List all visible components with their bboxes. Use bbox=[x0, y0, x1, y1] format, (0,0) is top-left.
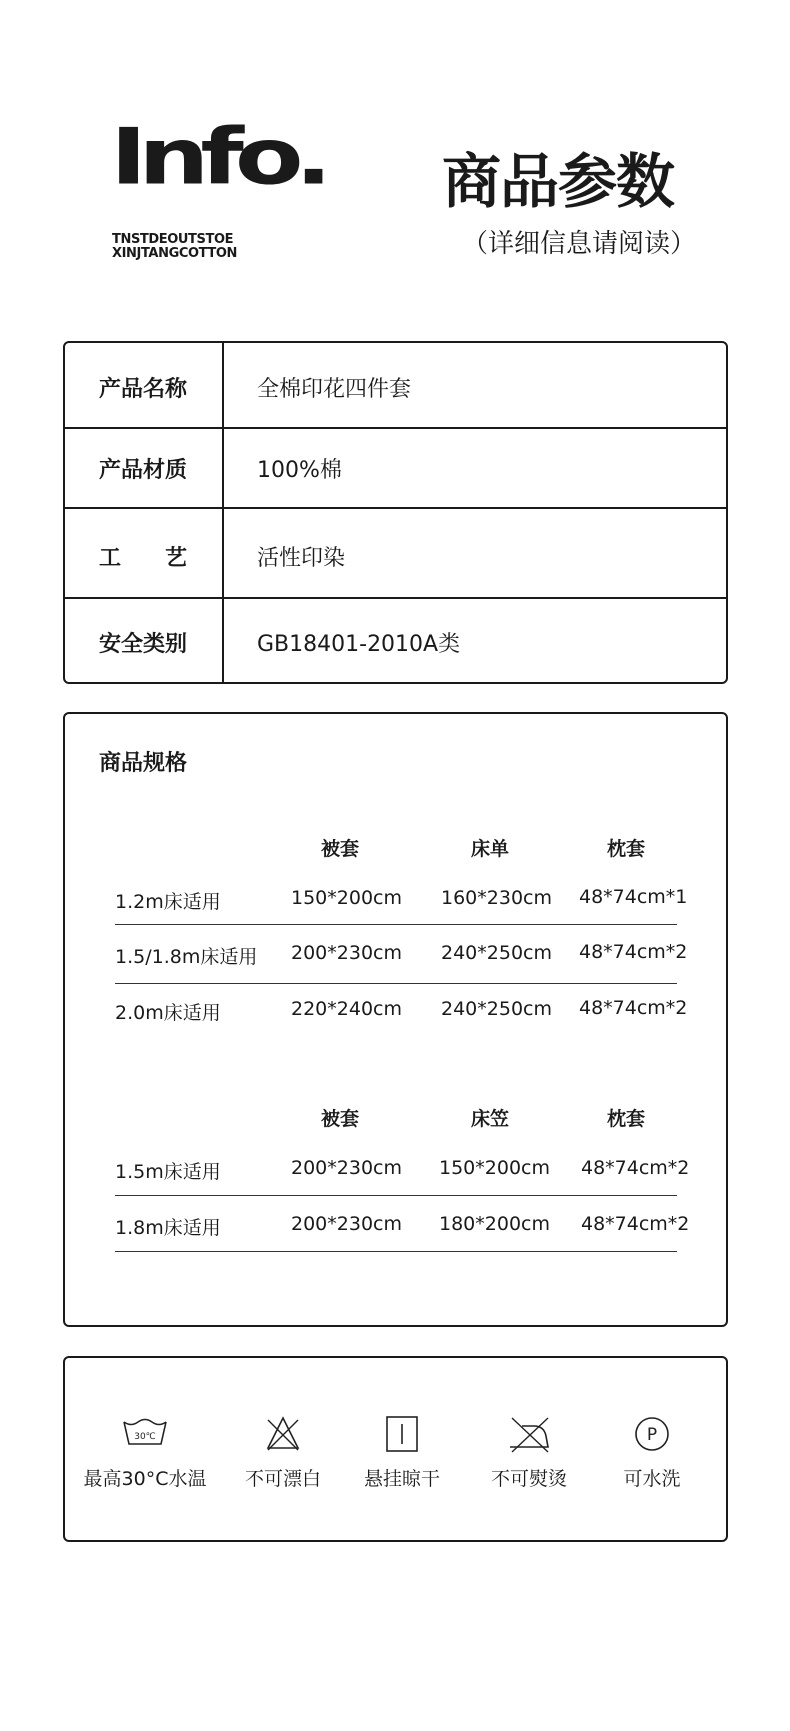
column-header: 床单 bbox=[471, 838, 510, 860]
care-label: 悬挂晾干 bbox=[363, 1468, 440, 1490]
circle-p-text: P bbox=[646, 1425, 658, 1445]
row-divider bbox=[115, 924, 677, 925]
duvet-cell: 150*200cm bbox=[291, 887, 402, 909]
pillowcase-cell: 48*74cm*2 bbox=[581, 1213, 690, 1235]
pillowcase-cell: 48*74cm*2 bbox=[579, 997, 688, 1019]
duvet-cell: 220*240cm bbox=[291, 998, 402, 1020]
wash-temp-text: 30℃ bbox=[134, 1432, 156, 1442]
care-item bbox=[337, 1414, 467, 1491]
care-label: 不可漂白 bbox=[244, 1468, 321, 1490]
param-value: GB18401-2010A类 bbox=[257, 632, 461, 657]
care-instructions bbox=[63, 1356, 728, 1542]
pillowcase-cell: 48*74cm*2 bbox=[579, 941, 688, 963]
care-item bbox=[80, 1414, 210, 1491]
size-cell: 1.2m床适用 bbox=[115, 891, 221, 913]
care-item bbox=[218, 1414, 348, 1491]
param-row bbox=[65, 429, 726, 507]
size-cell: 1.8m床适用 bbox=[115, 1217, 221, 1239]
dry-clean-p-icon bbox=[627, 1414, 677, 1454]
size-cell: 1.5m床适用 bbox=[115, 1161, 221, 1183]
param-value: 活性印染 bbox=[257, 546, 346, 571]
param-label: 产品名称 bbox=[99, 377, 188, 402]
logo-subtext-line2: XINJTANGCOTTON bbox=[112, 246, 238, 261]
page-subtitle: （详细信息请阅读） bbox=[462, 229, 697, 259]
param-row bbox=[65, 509, 726, 597]
param-label: 产品材质 bbox=[99, 458, 188, 483]
pillowcase-cell: 48*74cm*2 bbox=[581, 1157, 690, 1179]
no-bleach-icon bbox=[258, 1414, 308, 1454]
param-row bbox=[65, 343, 726, 427]
wash-30-icon bbox=[120, 1414, 170, 1454]
spec-section bbox=[63, 712, 728, 1327]
care-label: 可水洗 bbox=[623, 1468, 681, 1490]
param-row bbox=[65, 599, 726, 682]
sheet-cell: 240*250cm bbox=[441, 942, 552, 964]
size-cell: 2.0m床适用 bbox=[115, 1002, 221, 1024]
product-params-table bbox=[63, 341, 728, 684]
row-divider bbox=[115, 983, 677, 984]
page-title: 商品参数 bbox=[442, 147, 675, 216]
sheet-cell: 240*250cm bbox=[441, 998, 552, 1020]
column-header: 被套 bbox=[321, 838, 360, 860]
param-value: 全棉印花四件套 bbox=[257, 377, 412, 402]
fitted-sheet-cell: 180*200cm bbox=[439, 1213, 550, 1235]
column-header: 被套 bbox=[321, 1108, 360, 1130]
logo-text: Info. bbox=[110, 110, 324, 203]
pillowcase-cell: 48*74cm*1 bbox=[579, 886, 688, 908]
sheet-cell: 160*230cm bbox=[441, 887, 552, 909]
no-iron-icon bbox=[504, 1414, 554, 1454]
row-divider bbox=[115, 1251, 677, 1252]
duvet-cell: 200*230cm bbox=[291, 942, 402, 964]
hang-dry-icon bbox=[377, 1414, 427, 1454]
logo-subtext-line1: TNSTDEOUTSTOE bbox=[112, 232, 234, 247]
column-header: 床笠 bbox=[471, 1108, 510, 1130]
fitted-sheet-cell: 150*200cm bbox=[439, 1157, 550, 1179]
param-value: 100%棉 bbox=[257, 458, 342, 483]
column-header: 枕套 bbox=[607, 838, 646, 860]
param-label: 安全类别 bbox=[99, 632, 188, 657]
size-cell: 1.5/1.8m床适用 bbox=[115, 946, 258, 968]
column-header: 枕套 bbox=[607, 1108, 646, 1130]
param-label: 工 艺 bbox=[99, 546, 188, 571]
care-item bbox=[464, 1414, 594, 1491]
duvet-cell: 200*230cm bbox=[291, 1213, 402, 1235]
duvet-cell: 200*230cm bbox=[291, 1157, 402, 1179]
care-label: 不可熨烫 bbox=[490, 1468, 567, 1490]
care-label: 最高30°C水温 bbox=[83, 1468, 207, 1490]
care-item bbox=[587, 1414, 717, 1491]
spec-title: 商品规格 bbox=[99, 751, 188, 776]
row-divider bbox=[115, 1195, 677, 1196]
